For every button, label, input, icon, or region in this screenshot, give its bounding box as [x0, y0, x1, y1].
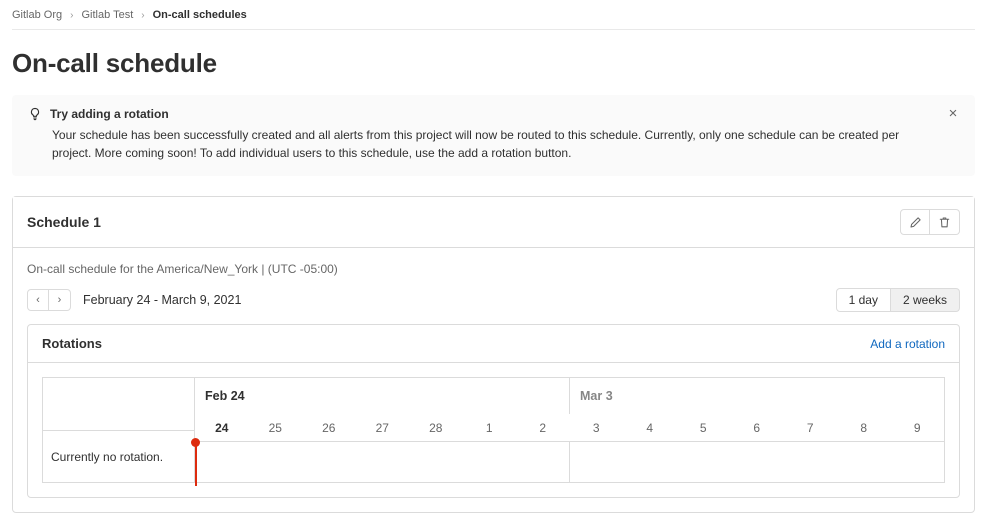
timeline-day-row [195, 414, 944, 442]
rotations-header [28, 325, 959, 363]
timeline-day-cell: 1 [485, 420, 493, 435]
add-rotation-link[interactable]: Add a rotation [870, 336, 945, 351]
timeline-week-row [195, 378, 944, 414]
timeline-day-cell: 2 [539, 420, 547, 435]
schedule-card-header [13, 197, 974, 248]
timeline-week-header: Mar 3 [580, 389, 613, 403]
timezone-label: On-call schedule for the America/New_York | (UTC -05:00) [27, 262, 338, 276]
breadcrumb [12, 0, 975, 30]
page-title: On-call schedule [12, 48, 217, 78]
breadcrumb-separator-icon: › [141, 9, 145, 21]
date-nav-buttons [27, 289, 71, 311]
timeline-day-cell: 3 [592, 420, 600, 435]
info-alert [12, 95, 975, 176]
chevron-right-icon[interactable]: › [49, 289, 71, 311]
timeline-day-cell: 6 [753, 420, 761, 435]
timeline-slot-row [195, 442, 944, 482]
close-icon[interactable]: × [945, 106, 961, 122]
view-toggle-2-weeks[interactable]: 2 weeks [891, 288, 960, 312]
rotations-panel [27, 324, 960, 498]
rotations-body [28, 363, 959, 497]
schedule-nav-left [27, 289, 241, 311]
timeline-day-cell: 24 [215, 420, 229, 435]
timeline-day-cell: 7 [806, 420, 814, 435]
timeline-day-cell: 9 [913, 420, 921, 435]
schedule-actions [900, 209, 960, 235]
timeline-day-cell: 8 [860, 420, 868, 435]
schedule-nav-row [27, 288, 960, 312]
bulb-icon [28, 107, 42, 121]
schedule-card [12, 196, 975, 513]
timeline-day-cell: 4 [646, 420, 654, 435]
breadcrumb-item-project[interactable]: Gitlab Test [81, 9, 134, 21]
view-toggle [836, 288, 960, 312]
timeline-slot-cell[interactable] [195, 442, 570, 482]
chevron-left-icon[interactable]: ‹ [27, 289, 49, 311]
breadcrumb-item-org[interactable]: Gitlab Org [12, 9, 63, 21]
timeline-day-cell: 27 [375, 420, 389, 435]
current-time-marker [195, 442, 197, 486]
timeline-week-header: Feb 24 [195, 378, 570, 414]
schedule-title: Schedule 1 [27, 214, 101, 230]
timeline-day-cell: 26 [322, 420, 336, 435]
timeline-label-spacer [43, 378, 194, 430]
timeline-day-cell: 5 [699, 420, 707, 435]
timeline-day-cell: 28 [429, 420, 443, 435]
no-rotation-label: Currently no rotation. [43, 430, 194, 482]
schedule-card-body [13, 248, 974, 512]
timeline-main [195, 378, 944, 482]
current-time-dot-icon [191, 438, 200, 447]
view-toggle-1-day[interactable]: 1 day [836, 288, 891, 312]
rotations-title: Rotations [42, 336, 102, 351]
breadcrumb-item-current: On-call schedules [152, 9, 247, 21]
alert-heading [28, 107, 935, 121]
breadcrumb-separator-icon: › [70, 9, 74, 21]
alert-title: Try adding a rotation [50, 107, 169, 121]
date-range-label: February 24 - March 9, 2021 [83, 293, 242, 307]
alert-body: Your schedule has been successfully created and all alerts from this project will now be routed to this schedule. Currently, only one schedule can be created per project. More coming soon! To add individual users to this schedule, use the add a rotation button. [52, 128, 900, 160]
pencil-icon[interactable] [900, 209, 930, 235]
timeline-slot-cell[interactable] [570, 442, 944, 482]
timeline-label-column [43, 378, 195, 482]
trash-icon[interactable] [930, 209, 960, 235]
schedule-timeline-grid [42, 377, 945, 483]
timeline-day-cell: 25 [268, 420, 282, 435]
